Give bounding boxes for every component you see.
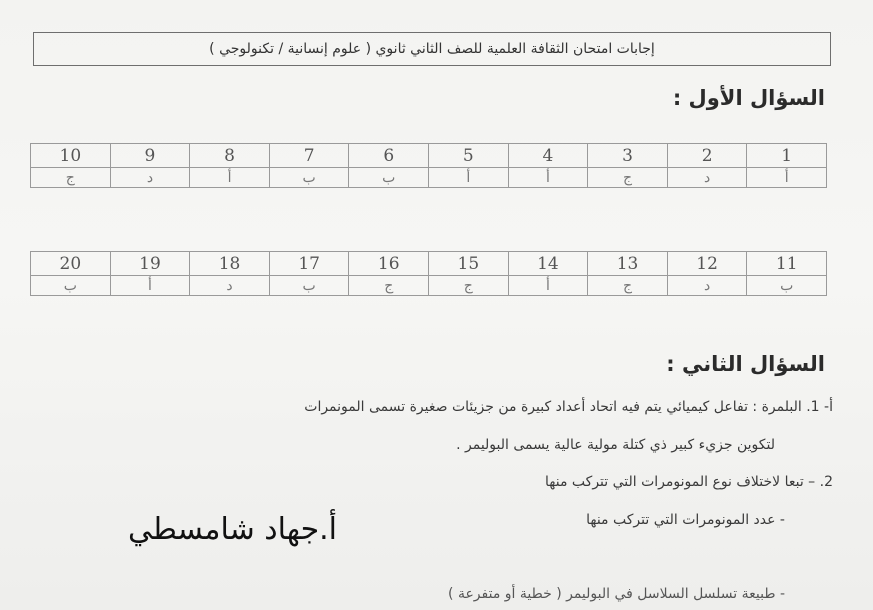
question-number: 2 bbox=[667, 144, 747, 168]
question-number: 6 bbox=[349, 144, 429, 168]
question-number: 7 bbox=[269, 144, 349, 168]
answer-letter: د bbox=[667, 168, 747, 188]
answer-letter: ج bbox=[31, 168, 111, 188]
answer-letter: ب bbox=[747, 276, 827, 296]
answer-letter: أ bbox=[190, 168, 270, 188]
answer-letter: أ bbox=[429, 168, 509, 188]
answer-line: أ- 1. البلمرة : تفاعل كيميائي يتم فيه اتحاد أعداد كبيرة من جزيئات صغيرة تسمى المونمرات bbox=[304, 399, 833, 415]
answers-table-11-20 bbox=[30, 251, 827, 296]
answer-letter: د bbox=[110, 168, 190, 188]
answer-letter: أ bbox=[747, 168, 827, 188]
question-number: 16 bbox=[349, 252, 429, 276]
sheet-title: إجابات امتحان الثقافة العلمية للصف الثاني ثانوي ( علوم إنسانية / تكنولوجي ) bbox=[33, 32, 831, 66]
question-number: 17 bbox=[269, 252, 349, 276]
question-number: 9 bbox=[110, 144, 190, 168]
teacher-signature: أ.جهاد شامسطي bbox=[128, 512, 338, 547]
question-number: 19 bbox=[110, 252, 190, 276]
answer-letter: ب bbox=[269, 276, 349, 296]
answer-letter: ب bbox=[349, 168, 429, 188]
question-number: 20 bbox=[31, 252, 111, 276]
answer-letter: ج bbox=[349, 276, 429, 296]
answer-letter: د bbox=[667, 276, 747, 296]
question-number: 18 bbox=[190, 252, 270, 276]
question-number: 15 bbox=[429, 252, 509, 276]
question-number: 4 bbox=[508, 144, 588, 168]
question-number: 3 bbox=[588, 144, 668, 168]
answer-letter: أ bbox=[508, 168, 588, 188]
answer-letter: ج bbox=[588, 276, 668, 296]
answer-letter: ب bbox=[269, 168, 349, 188]
question-2-heading: السؤال الثاني : bbox=[666, 352, 825, 376]
question-numbers-row bbox=[31, 252, 827, 276]
answers-table-1-10 bbox=[30, 143, 827, 188]
answer-letters-row bbox=[31, 276, 827, 296]
answer-letters-row bbox=[31, 168, 827, 188]
answer-line: - عدد المونومرات التي تتركب منها bbox=[586, 512, 785, 528]
question-numbers-row bbox=[31, 144, 827, 168]
answer-letter: أ bbox=[508, 276, 588, 296]
question-number: 5 bbox=[429, 144, 509, 168]
answer-line: 2. – تبعا لاختلاف نوع المونومرات التي تتركب منها bbox=[545, 474, 833, 490]
question-number: 13 bbox=[588, 252, 668, 276]
question-number: 11 bbox=[747, 252, 827, 276]
answer-letter: ج bbox=[429, 276, 509, 296]
question-number: 10 bbox=[31, 144, 111, 168]
answer-line: - طبيعة تسلسل السلاسل في البوليمر ( خطية أو متفرعة ) bbox=[448, 586, 785, 602]
question-number: 8 bbox=[190, 144, 270, 168]
answer-letter: أ bbox=[110, 276, 190, 296]
question-1-heading: السؤال الأول : bbox=[672, 86, 825, 110]
question-number: 14 bbox=[508, 252, 588, 276]
question-number: 12 bbox=[667, 252, 747, 276]
answer-letter: ب bbox=[31, 276, 111, 296]
answer-letter: د bbox=[190, 276, 270, 296]
answer-line: لتكوين جزيء كبير ذي كتلة مولية عالية يسمى البوليمر . bbox=[456, 437, 775, 453]
answer-letter: ج bbox=[588, 168, 668, 188]
question-number: 1 bbox=[747, 144, 827, 168]
